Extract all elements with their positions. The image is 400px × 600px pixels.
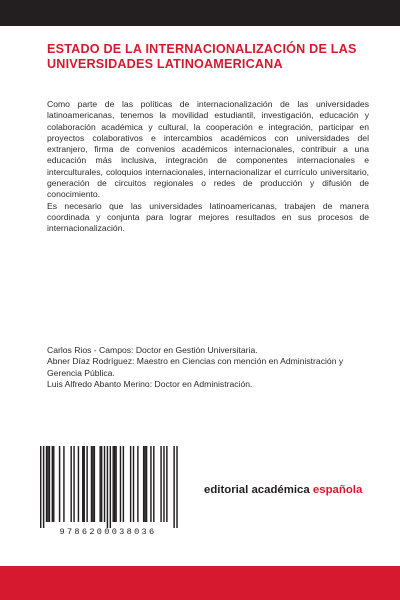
barcode-bar <box>40 446 41 528</box>
publisher-name: editorial académica <box>204 484 313 496</box>
book-synopsis <box>47 99 369 235</box>
author-3: Luis Alfredo Abanto Merino: Doctor en Administración. <box>47 379 253 390</box>
synopsis-paragraph-2: Es necesario que las universidades latinoamericanas, trabajen de manera coordinada y conjunta para lograr mejores resultados en sus procesos de internacionalización. <box>47 200 369 234</box>
barcode-bar <box>113 446 114 522</box>
barcode-bar <box>146 446 147 522</box>
top-color-band <box>0 0 400 26</box>
barcode-bar <box>176 446 177 528</box>
barcode-bar <box>91 446 92 522</box>
author-2: Abner Díaz Rodríguez: Maestro en Ciencias con mención en Administración y Gerencia Pública. <box>47 356 344 378</box>
barcode-bar <box>99 446 100 522</box>
barcode-bar <box>92 446 93 522</box>
barcode-bar <box>47 446 48 522</box>
barcode-bar <box>160 446 161 522</box>
barcode-bar <box>63 446 64 522</box>
barcode-bar <box>46 446 47 522</box>
barcode-bar <box>144 446 145 522</box>
barcode-bars <box>34 446 182 528</box>
barcode-bar <box>70 446 71 522</box>
barcode-bar <box>137 446 138 522</box>
barcode-bar <box>143 446 144 522</box>
barcode-bar <box>130 446 131 522</box>
barcode-bar <box>73 446 74 522</box>
barcode-bar <box>59 446 60 522</box>
barcode-bar <box>78 446 79 522</box>
barcode-bar <box>166 446 167 522</box>
barcode-bar <box>173 446 174 528</box>
barcode-bar <box>82 446 83 522</box>
barcode-bar <box>43 446 44 528</box>
barcode-bar <box>114 446 115 522</box>
barcode-bar <box>94 446 95 522</box>
barcode-bar <box>163 446 164 522</box>
barcode-bar <box>49 446 50 522</box>
barcode-bar <box>133 446 134 522</box>
barcode-bar <box>120 446 121 522</box>
barcode-bar <box>53 446 54 522</box>
barcode-bar <box>101 446 102 522</box>
isbn-number: 9786200038036 <box>59 527 157 537</box>
synopsis-paragraph-1: Como parte de las políticas de internacionalización de las universidades latinoamericanas, tenemos la movilidad estudiantil, investigación, educación y colaboración académica y cultural, la cooperación e integración, participar en proyectos colaborativos e intercambios académicos con universidades del extranjero, firma de convenios académicos internacionales, contribuir a una educación más inclusiva, integración de componentes internacionales e interculturales, coloquios internacionales, internacionalizar el currículo universitario, generación de circuitos regionales o redes de producción y difusión de conocimiento. <box>47 99 369 200</box>
barcode-bar <box>110 446 111 528</box>
publisher-name-accent: española <box>312 484 363 496</box>
barcode-bar <box>123 446 124 522</box>
barcode-bar <box>107 446 108 528</box>
barcode-bar <box>52 446 53 522</box>
author-1: Carlos Rios - Campos: Doctor en Gestión Universitaria. <box>47 345 258 355</box>
barcode-bar <box>150 446 151 522</box>
barcode-bar <box>153 446 154 522</box>
barcode-bar <box>86 446 87 522</box>
bottom-color-band <box>0 566 400 600</box>
barcode-bar <box>115 446 116 522</box>
barcode-bar <box>84 446 85 522</box>
barcode-bar <box>104 446 105 522</box>
book-title: ESTADO DE LA INTERNACIONALIZACIÓN DE LAS UNIVERSIDADES LATINOAMERICANA <box>47 42 357 71</box>
publisher-logo <box>204 484 362 496</box>
author-list <box>47 345 369 391</box>
